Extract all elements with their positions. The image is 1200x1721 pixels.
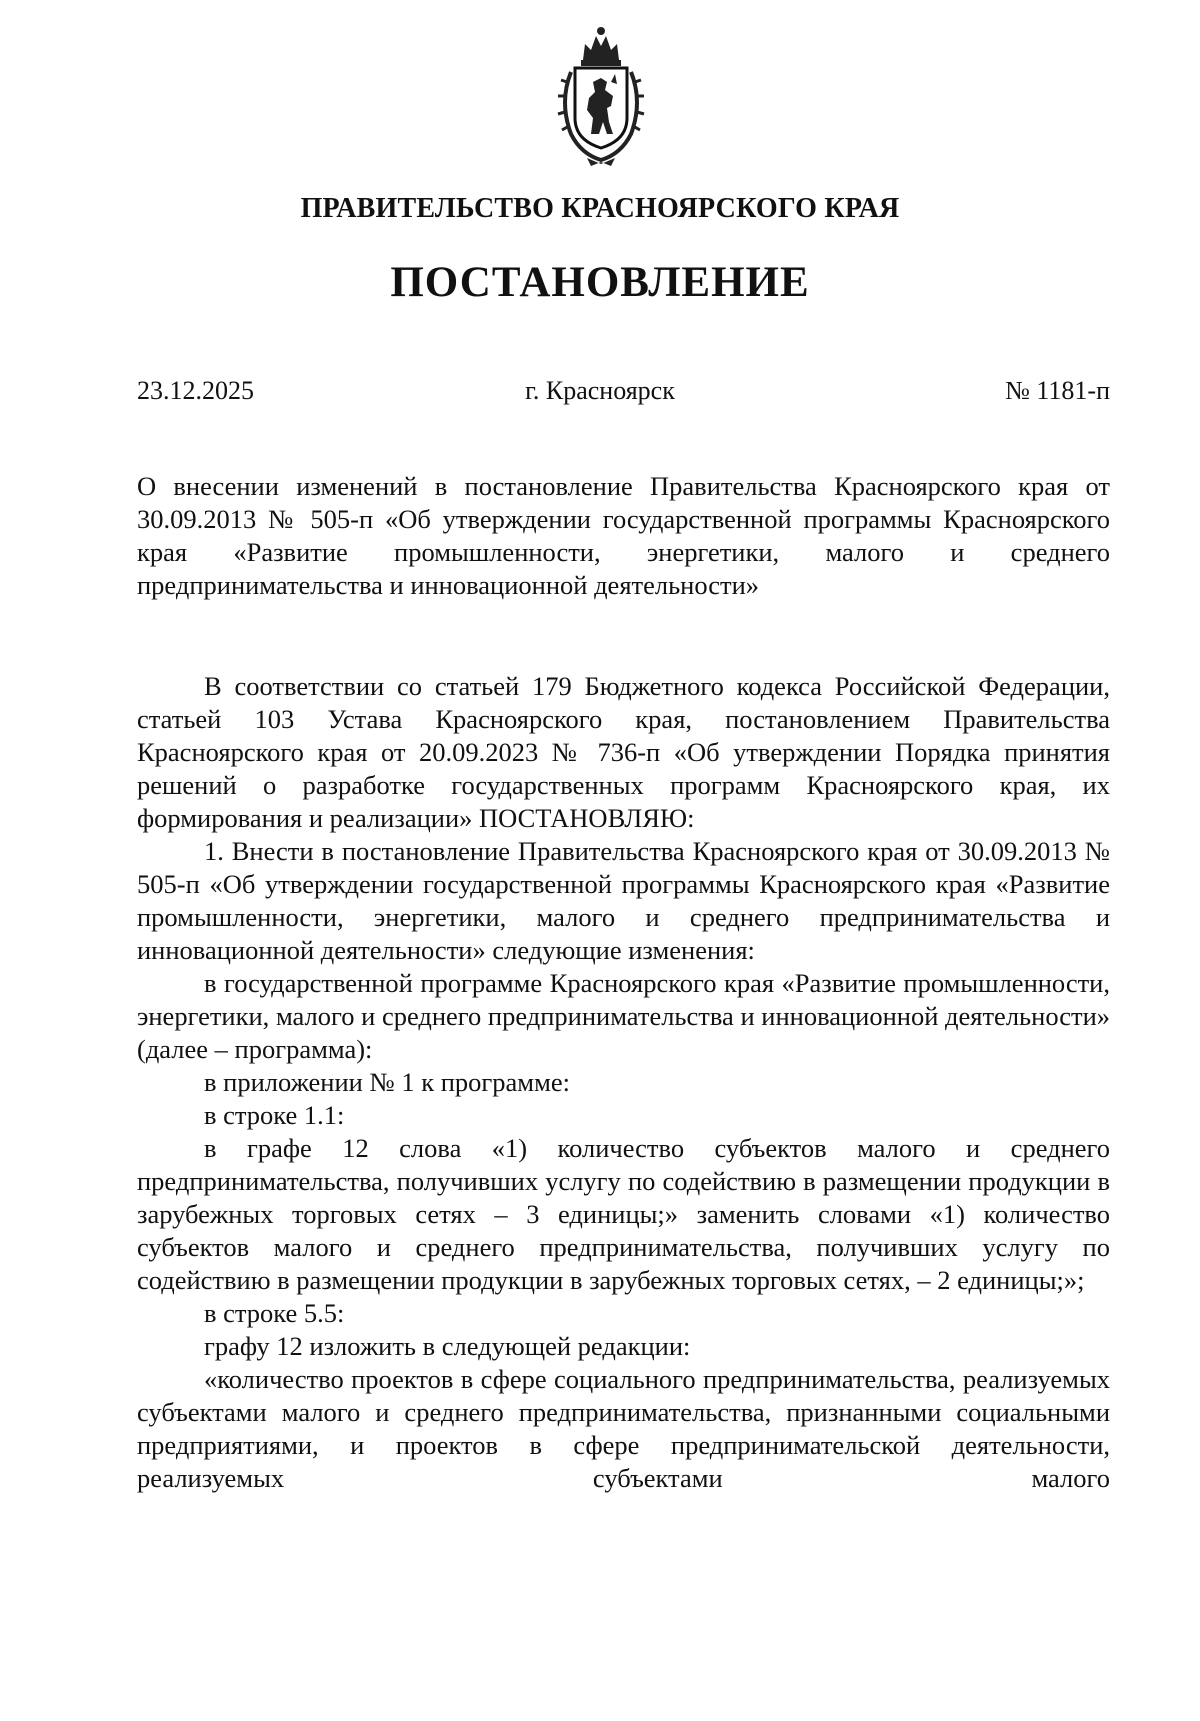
- body-paragraph: в графе 12 слова «1) количество субъектов малого и среднего предпринимательства, получивших услугу по содействию в размещении продукции в зарубежных торговых сетях – 3 единицы;» заменить словами «1) количество субъектов малого и среднего предпринимательства, получивших услугу по содействию в размещении продукции в зарубежных торговых сетях, – 2 единицы;»;: [137, 1133, 1110, 1295]
- body-paragraph: в строке 5.5:: [204, 1298, 345, 1328]
- document-date: 23.12.2025: [137, 376, 254, 405]
- body-paragraph: В соответствии со статьей 179 Бюджетного кодекса Российской Федерации, статьей 103 Устава Красноярского края, постановлением Правительства Красноярского края от 20.09.2023 № 736-п «Об утверждении Порядка принятия решений о разработке государственных программ Красноярского края, их формирования и реализации» ПОСТАНОВЛЯЮ:: [137, 671, 1110, 833]
- body-paragraph: графу 12 изложить в следующей редакции:: [204, 1331, 691, 1361]
- document-number: № 1181-п: [1005, 376, 1110, 405]
- krasnoyarsk-coat-of-arms-icon: [553, 22, 649, 167]
- body-paragraph: в государственной программе Красноярского края «Развитие промышленности, энергетики, малого и среднего предпринимательства и инновационной деятельности» (далее – программа):: [137, 968, 1110, 1064]
- body-paragraph: 1. Внести в постановление Правительства Красноярского края от 30.09.2013 № 505-п «Об утверждении государственной программы Красноярского края «Развитие промышленности, энергетики, малого и среднего предпринимательства и инновационной деятельности» следующие изменения:: [137, 836, 1110, 965]
- document-subject: О внесении изменений в постановление Правительства Красноярского края от 30.09.2013 № 505-п «Об утверждении государственной программы Красноярского края «Развитие промышленности, энергетики, малого и среднего предпринимательства и инновационной деятельности»: [137, 471, 1110, 600]
- body-paragraph: «количество проектов в сфере социального предпринимательства, реализуемых субъектами малого и среднего предпринимательства, признанными социальными предприятиями, и проектов в сфере предпринимательской деятельности, реализуемых субъектами малого: [137, 1364, 1110, 1493]
- document-city: г. Красноярск: [525, 376, 675, 405]
- body-paragraph: в строке 1.1:: [204, 1100, 345, 1130]
- document-type: ПОСТАНОВЛЕНИЕ: [390, 259, 810, 306]
- body-paragraph: в приложении № 1 к программе:: [204, 1067, 570, 1097]
- document-body: [137, 670, 1110, 1495]
- organization-name: ПРАВИТЕЛЬСТВО КРАСНОЯРСКОГО КРАЯ: [300, 193, 900, 224]
